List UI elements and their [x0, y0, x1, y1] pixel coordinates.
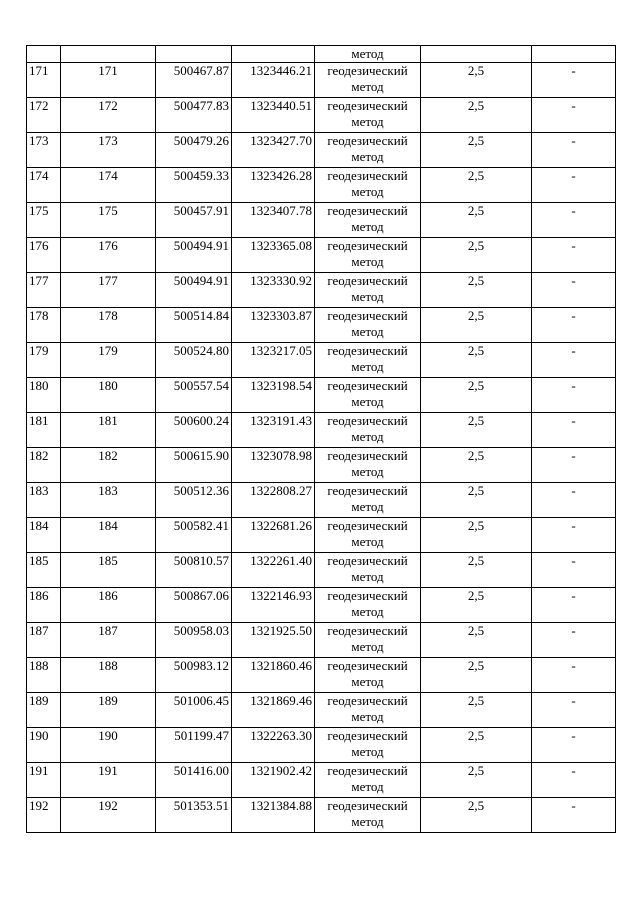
method-line-2: метод: [351, 429, 384, 444]
cell-number: 180: [27, 378, 61, 413]
cell-accuracy: 2,5: [421, 658, 532, 693]
cell-x: 500477.83: [156, 98, 232, 133]
cell-y: 1321925.50: [232, 623, 315, 658]
cell-number: 184: [27, 518, 61, 553]
method-line-1: геодезический: [327, 98, 408, 113]
cell-method: [315, 518, 421, 553]
table-row: [27, 238, 616, 273]
cell-x: 500557.54: [156, 378, 232, 413]
cell-method: [315, 133, 421, 168]
table-row: [27, 658, 616, 693]
cell-x: 500494.91: [156, 238, 232, 273]
cell-y: 1323303.87: [232, 308, 315, 343]
cell-point: 172: [61, 98, 156, 133]
cell-y: 1323217.05: [232, 343, 315, 378]
method-line-2: метод: [351, 219, 384, 234]
cell-point: 191: [61, 763, 156, 798]
cell-method: [315, 308, 421, 343]
cell-method: [315, 413, 421, 448]
cell-accuracy: 2,5: [421, 273, 532, 308]
cell-number: 174: [27, 168, 61, 203]
cell-number: 192: [27, 798, 61, 833]
cell-method: [315, 343, 421, 378]
cell-x: 501416.00: [156, 763, 232, 798]
table-row: [27, 273, 616, 308]
cell-accuracy: 2,5: [421, 203, 532, 238]
cell-method: метод: [315, 46, 421, 63]
cell-number: 183: [27, 483, 61, 518]
cell-note: -: [532, 98, 616, 133]
cell-note: -: [532, 203, 616, 238]
table-body: [27, 46, 616, 833]
method-line-1: геодезический: [327, 168, 408, 183]
table-row: [27, 448, 616, 483]
cell-accuracy: 2,5: [421, 518, 532, 553]
method-line-2: метод: [351, 394, 384, 409]
method-line-1: геодезический: [327, 238, 408, 253]
cell-method: [315, 728, 421, 763]
cell-note: -: [532, 133, 616, 168]
cell-method: [315, 483, 421, 518]
cell-note: [532, 46, 616, 63]
cell-note: -: [532, 518, 616, 553]
table-row: [27, 98, 616, 133]
cell-number: 173: [27, 133, 61, 168]
cell-accuracy: 2,5: [421, 413, 532, 448]
cell-method: [315, 273, 421, 308]
cell-number: 186: [27, 588, 61, 623]
cell-number: 181: [27, 413, 61, 448]
method-line-2: метод: [351, 464, 384, 479]
cell-number: 171: [27, 63, 61, 98]
cell-point: 192: [61, 798, 156, 833]
cell-point: 186: [61, 588, 156, 623]
method-line-2: метод: [351, 499, 384, 514]
cell-number: 185: [27, 553, 61, 588]
cell-note: -: [532, 168, 616, 203]
cell-accuracy: 2,5: [421, 763, 532, 798]
cell-number: 188: [27, 658, 61, 693]
table-row: [27, 133, 616, 168]
cell-x: [156, 46, 232, 63]
cell-method: [315, 448, 421, 483]
table-row: [27, 728, 616, 763]
cell-y: 1323407.78: [232, 203, 315, 238]
table-row: [27, 203, 616, 238]
cell-note: -: [532, 273, 616, 308]
method-line-2: метод: [351, 534, 384, 549]
cell-point: 175: [61, 203, 156, 238]
cell-accuracy: 2,5: [421, 588, 532, 623]
method-line-1: геодезический: [327, 728, 408, 743]
method-line-1: геодезический: [327, 378, 408, 393]
cell-y: 1323426.28: [232, 168, 315, 203]
cell-accuracy: 2,5: [421, 483, 532, 518]
cell-note: -: [532, 343, 616, 378]
cell-point: 174: [61, 168, 156, 203]
cell-point: 187: [61, 623, 156, 658]
table-row: [27, 413, 616, 448]
cell-x: 500494.91: [156, 273, 232, 308]
cell-x: 500512.36: [156, 483, 232, 518]
method-line-2: метод: [351, 604, 384, 619]
cell-number: 191: [27, 763, 61, 798]
table-row: [27, 693, 616, 728]
cell-accuracy: 2,5: [421, 238, 532, 273]
cell-number: 190: [27, 728, 61, 763]
method-line-1: геодезический: [327, 798, 408, 813]
cell-point: 183: [61, 483, 156, 518]
table-row: [27, 308, 616, 343]
method-line-2: метод: [351, 674, 384, 689]
table-row: [27, 588, 616, 623]
cell-accuracy: 2,5: [421, 133, 532, 168]
cell-note: -: [532, 378, 616, 413]
cell-accuracy: 2,5: [421, 553, 532, 588]
cell-note: -: [532, 658, 616, 693]
cell-point: 171: [61, 63, 156, 98]
table-row: [27, 623, 616, 658]
cell-accuracy: 2,5: [421, 623, 532, 658]
cell-accuracy: 2,5: [421, 168, 532, 203]
method-line-1: геодезический: [327, 448, 408, 463]
cell-note: -: [532, 763, 616, 798]
method-line-2: метод: [351, 639, 384, 654]
method-line-2: метод: [351, 289, 384, 304]
cell-point: 176: [61, 238, 156, 273]
cell-accuracy: 2,5: [421, 98, 532, 133]
cell-x: 500600.24: [156, 413, 232, 448]
table-row: [27, 798, 616, 833]
cell-point: [61, 46, 156, 63]
cell-x: 500810.57: [156, 553, 232, 588]
cell-y: 1321869.46: [232, 693, 315, 728]
cell-note: -: [532, 553, 616, 588]
cell-note: -: [532, 483, 616, 518]
method-line-1: геодезический: [327, 133, 408, 148]
method-line-1: геодезический: [327, 518, 408, 533]
cell-note: -: [532, 238, 616, 273]
method-line-2: метод: [351, 744, 384, 759]
cell-number: 177: [27, 273, 61, 308]
cell-note: -: [532, 448, 616, 483]
cell-note: -: [532, 623, 616, 658]
cell-method: [315, 203, 421, 238]
cell-note: -: [532, 693, 616, 728]
cell-point: 182: [61, 448, 156, 483]
cell-point: 185: [61, 553, 156, 588]
cell-x: 501199.47: [156, 728, 232, 763]
cell-number: 175: [27, 203, 61, 238]
cell-number: 179: [27, 343, 61, 378]
cell-number: 182: [27, 448, 61, 483]
method-line-1: геодезический: [327, 308, 408, 323]
method-line-2: метод: [351, 779, 384, 794]
cell-x: 500479.26: [156, 133, 232, 168]
cell-number: 172: [27, 98, 61, 133]
cell-point: 188: [61, 658, 156, 693]
method-line-1: геодезический: [327, 588, 408, 603]
method-line-2: метод: [351, 814, 384, 829]
cell-point: 180: [61, 378, 156, 413]
method-line-1: геодезический: [327, 763, 408, 778]
method-line-1: геодезический: [327, 553, 408, 568]
method-line-1: геодезический: [327, 658, 408, 673]
method-line-2: метод: [351, 569, 384, 584]
cell-method: [315, 378, 421, 413]
method-line-1: геодезический: [327, 413, 408, 428]
cell-x: 500457.91: [156, 203, 232, 238]
cell-y: [232, 46, 315, 63]
method-line-2: метод: [351, 709, 384, 724]
cell-y: 1322681.26: [232, 518, 315, 553]
cell-x: 500615.90: [156, 448, 232, 483]
cell-y: 1323330.92: [232, 273, 315, 308]
cell-point: 179: [61, 343, 156, 378]
method-line-2: метод: [351, 184, 384, 199]
continued-row: [27, 46, 616, 63]
cell-x: 500867.06: [156, 588, 232, 623]
method-line-1: геодезический: [327, 343, 408, 358]
cell-accuracy: 2,5: [421, 378, 532, 413]
cell-x: 500582.41: [156, 518, 232, 553]
cell-method: [315, 238, 421, 273]
cell-y: 1322808.27: [232, 483, 315, 518]
method-line-1: геодезический: [327, 273, 408, 288]
cell-method: [315, 798, 421, 833]
cell-point: 177: [61, 273, 156, 308]
cell-y: 1323365.08: [232, 238, 315, 273]
cell-point: 173: [61, 133, 156, 168]
method-line-1: геодезический: [327, 623, 408, 638]
cell-method: [315, 763, 421, 798]
cell-y: 1323440.51: [232, 98, 315, 133]
cell-number: [27, 46, 61, 63]
cell-method: [315, 588, 421, 623]
cell-note: -: [532, 588, 616, 623]
cell-note: -: [532, 308, 616, 343]
cell-y: 1322146.93: [232, 588, 315, 623]
cell-point: 190: [61, 728, 156, 763]
cell-y: 1322263.30: [232, 728, 315, 763]
table-row: [27, 343, 616, 378]
cell-note: -: [532, 728, 616, 763]
table-row: [27, 518, 616, 553]
method-line-2: метод: [351, 79, 384, 94]
cell-method: [315, 168, 421, 203]
cell-accuracy: [421, 46, 532, 63]
cell-method: [315, 63, 421, 98]
cell-accuracy: 2,5: [421, 63, 532, 98]
coordinates-table: [26, 45, 616, 833]
cell-x: 501006.45: [156, 693, 232, 728]
cell-y: 1323198.54: [232, 378, 315, 413]
table-row: [27, 763, 616, 798]
cell-accuracy: 2,5: [421, 728, 532, 763]
cell-y: 1323427.70: [232, 133, 315, 168]
cell-x: 500958.03: [156, 623, 232, 658]
table-row: [27, 553, 616, 588]
cell-x: 500983.12: [156, 658, 232, 693]
cell-accuracy: 2,5: [421, 308, 532, 343]
cell-number: 189: [27, 693, 61, 728]
cell-accuracy: 2,5: [421, 693, 532, 728]
method-line-1: геодезический: [327, 203, 408, 218]
method-line-1: геодезический: [327, 483, 408, 498]
method-line-2: метод: [351, 149, 384, 164]
cell-y: 1323191.43: [232, 413, 315, 448]
method-line-2: метод: [351, 114, 384, 129]
cell-accuracy: 2,5: [421, 343, 532, 378]
cell-note: -: [532, 63, 616, 98]
cell-point: 189: [61, 693, 156, 728]
cell-method: [315, 553, 421, 588]
cell-note: -: [532, 798, 616, 833]
cell-accuracy: 2,5: [421, 798, 532, 833]
cell-method: [315, 623, 421, 658]
method-line-2: метод: [351, 324, 384, 339]
table-row: [27, 483, 616, 518]
cell-method: [315, 98, 421, 133]
cell-x: 501353.51: [156, 798, 232, 833]
cell-y: 1323078.98: [232, 448, 315, 483]
cell-method: [315, 658, 421, 693]
cell-note: -: [532, 413, 616, 448]
cell-point: 184: [61, 518, 156, 553]
cell-number: 176: [27, 238, 61, 273]
cell-x: 500467.87: [156, 63, 232, 98]
method-line-1: геодезический: [327, 693, 408, 708]
cell-method: [315, 693, 421, 728]
method-line-1: геодезический: [327, 63, 408, 78]
cell-point: 178: [61, 308, 156, 343]
cell-y: 1321384.88: [232, 798, 315, 833]
table-row: [27, 378, 616, 413]
method-line-2: метод: [351, 359, 384, 374]
table-row: [27, 168, 616, 203]
cell-y: 1322261.40: [232, 553, 315, 588]
cell-x: 500514.84: [156, 308, 232, 343]
cell-accuracy: 2,5: [421, 448, 532, 483]
cell-y: 1323446.21: [232, 63, 315, 98]
cell-x: 500459.33: [156, 168, 232, 203]
cell-number: 178: [27, 308, 61, 343]
cell-point: 181: [61, 413, 156, 448]
cell-y: 1321860.46: [232, 658, 315, 693]
cell-x: 500524.80: [156, 343, 232, 378]
table-row: [27, 63, 616, 98]
cell-number: 187: [27, 623, 61, 658]
method-line-2: метод: [351, 254, 384, 269]
cell-y: 1321902.42: [232, 763, 315, 798]
